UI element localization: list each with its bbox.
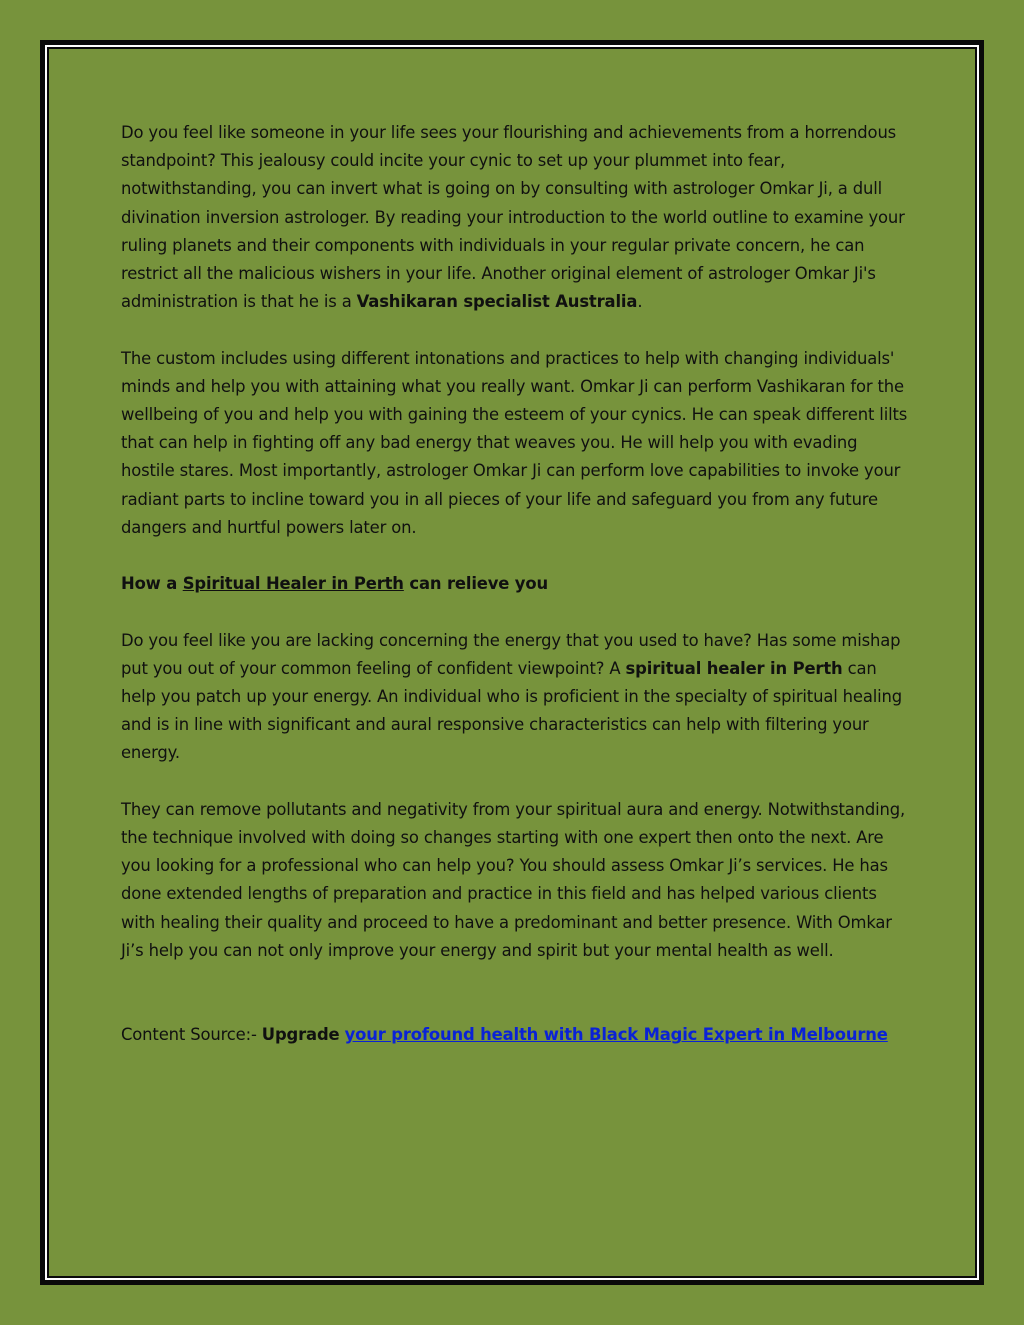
source-link[interactable]: your profound health with Black Magic Expert in Melbourne	[344, 1025, 888, 1045]
source-upgrade: Upgrade	[261, 1025, 340, 1045]
paragraph-intro-end: .	[637, 292, 643, 312]
keyword-spiritual-healer: spiritual healer in Perth	[625, 658, 843, 678]
keyword-vashikaran-specialist: Vashikaran specialist Australia	[356, 292, 638, 312]
paragraph-intro	[121, 119, 911, 316]
heading-prefix: How a	[121, 574, 183, 594]
content-source	[121, 1021, 911, 1049]
paragraph-energy-text: Do you feel like you are lacking concerning the energy that you used to have? Has some mishap put you out of your common feeling of confident viewpoint? A	[121, 630, 901, 678]
document-body	[121, 119, 911, 1078]
paragraph-pollutants: They can remove pollutants and negativity from your spiritual aura and energy. Notwithstanding, the technique involved with doing so changes starting with one expert then onto the next. Are you looking for a professional who can help you? You should assess Omkar Ji’s services. He has done extended lengths of preparation and practice in this field and has helped various clients with healing their quality and proceed to have a predominant and better presence. With Omkar Ji’s help you can not only improve your energy and spirit but your mental health as well.	[121, 799, 906, 960]
section-heading	[121, 570, 911, 598]
paragraph-custom: The custom includes using different intonations and practices to help with changing individuals' minds and help you with attaining what you really want. Omkar Ji can perform Vashikaran for the wellbeing of you and help you with gaining the esteem of your cynics. He can speak different lilts that can help in fighting off any bad energy that weaves you. He will help you with evading hostile stares. Most importantly, astrologer Omkar Ji can perform love capabilities to invoke your radiant parts to incline toward you in all pieces of your life and safeguard you from any future dangers and hurtful powers later on.	[121, 348, 908, 537]
paragraph-energy-rest: can help you patch up your energy. An individual who is proficient in the specialty of spiritual healing and is in line with significant and aural responsive characteristics can help with filtering your energy.	[121, 658, 903, 763]
heading-keyword: Spiritual Healer in Perth	[182, 574, 404, 594]
paragraph-energy	[121, 627, 911, 768]
paragraph-intro-text: Do you feel like someone in your life sees your flourishing and achievements from a horrendous standpoint? This jealousy could incite your cynic to set up your plummet into fear, notwithstanding, you can invert what is going on by consulting with astrologer Omkar Ji, a dull divination inversion astrologer. By reading your introduction to the world outline to examine your ruling planets and their components with individuals in your regular private concern, he can restrict all the malicious wishers in your life. Another original element of astrologer Omkar Ji's administration is that he is a	[121, 123, 905, 312]
source-label: Content Source:-	[121, 1025, 262, 1045]
heading-suffix: can relieve you	[403, 574, 548, 594]
